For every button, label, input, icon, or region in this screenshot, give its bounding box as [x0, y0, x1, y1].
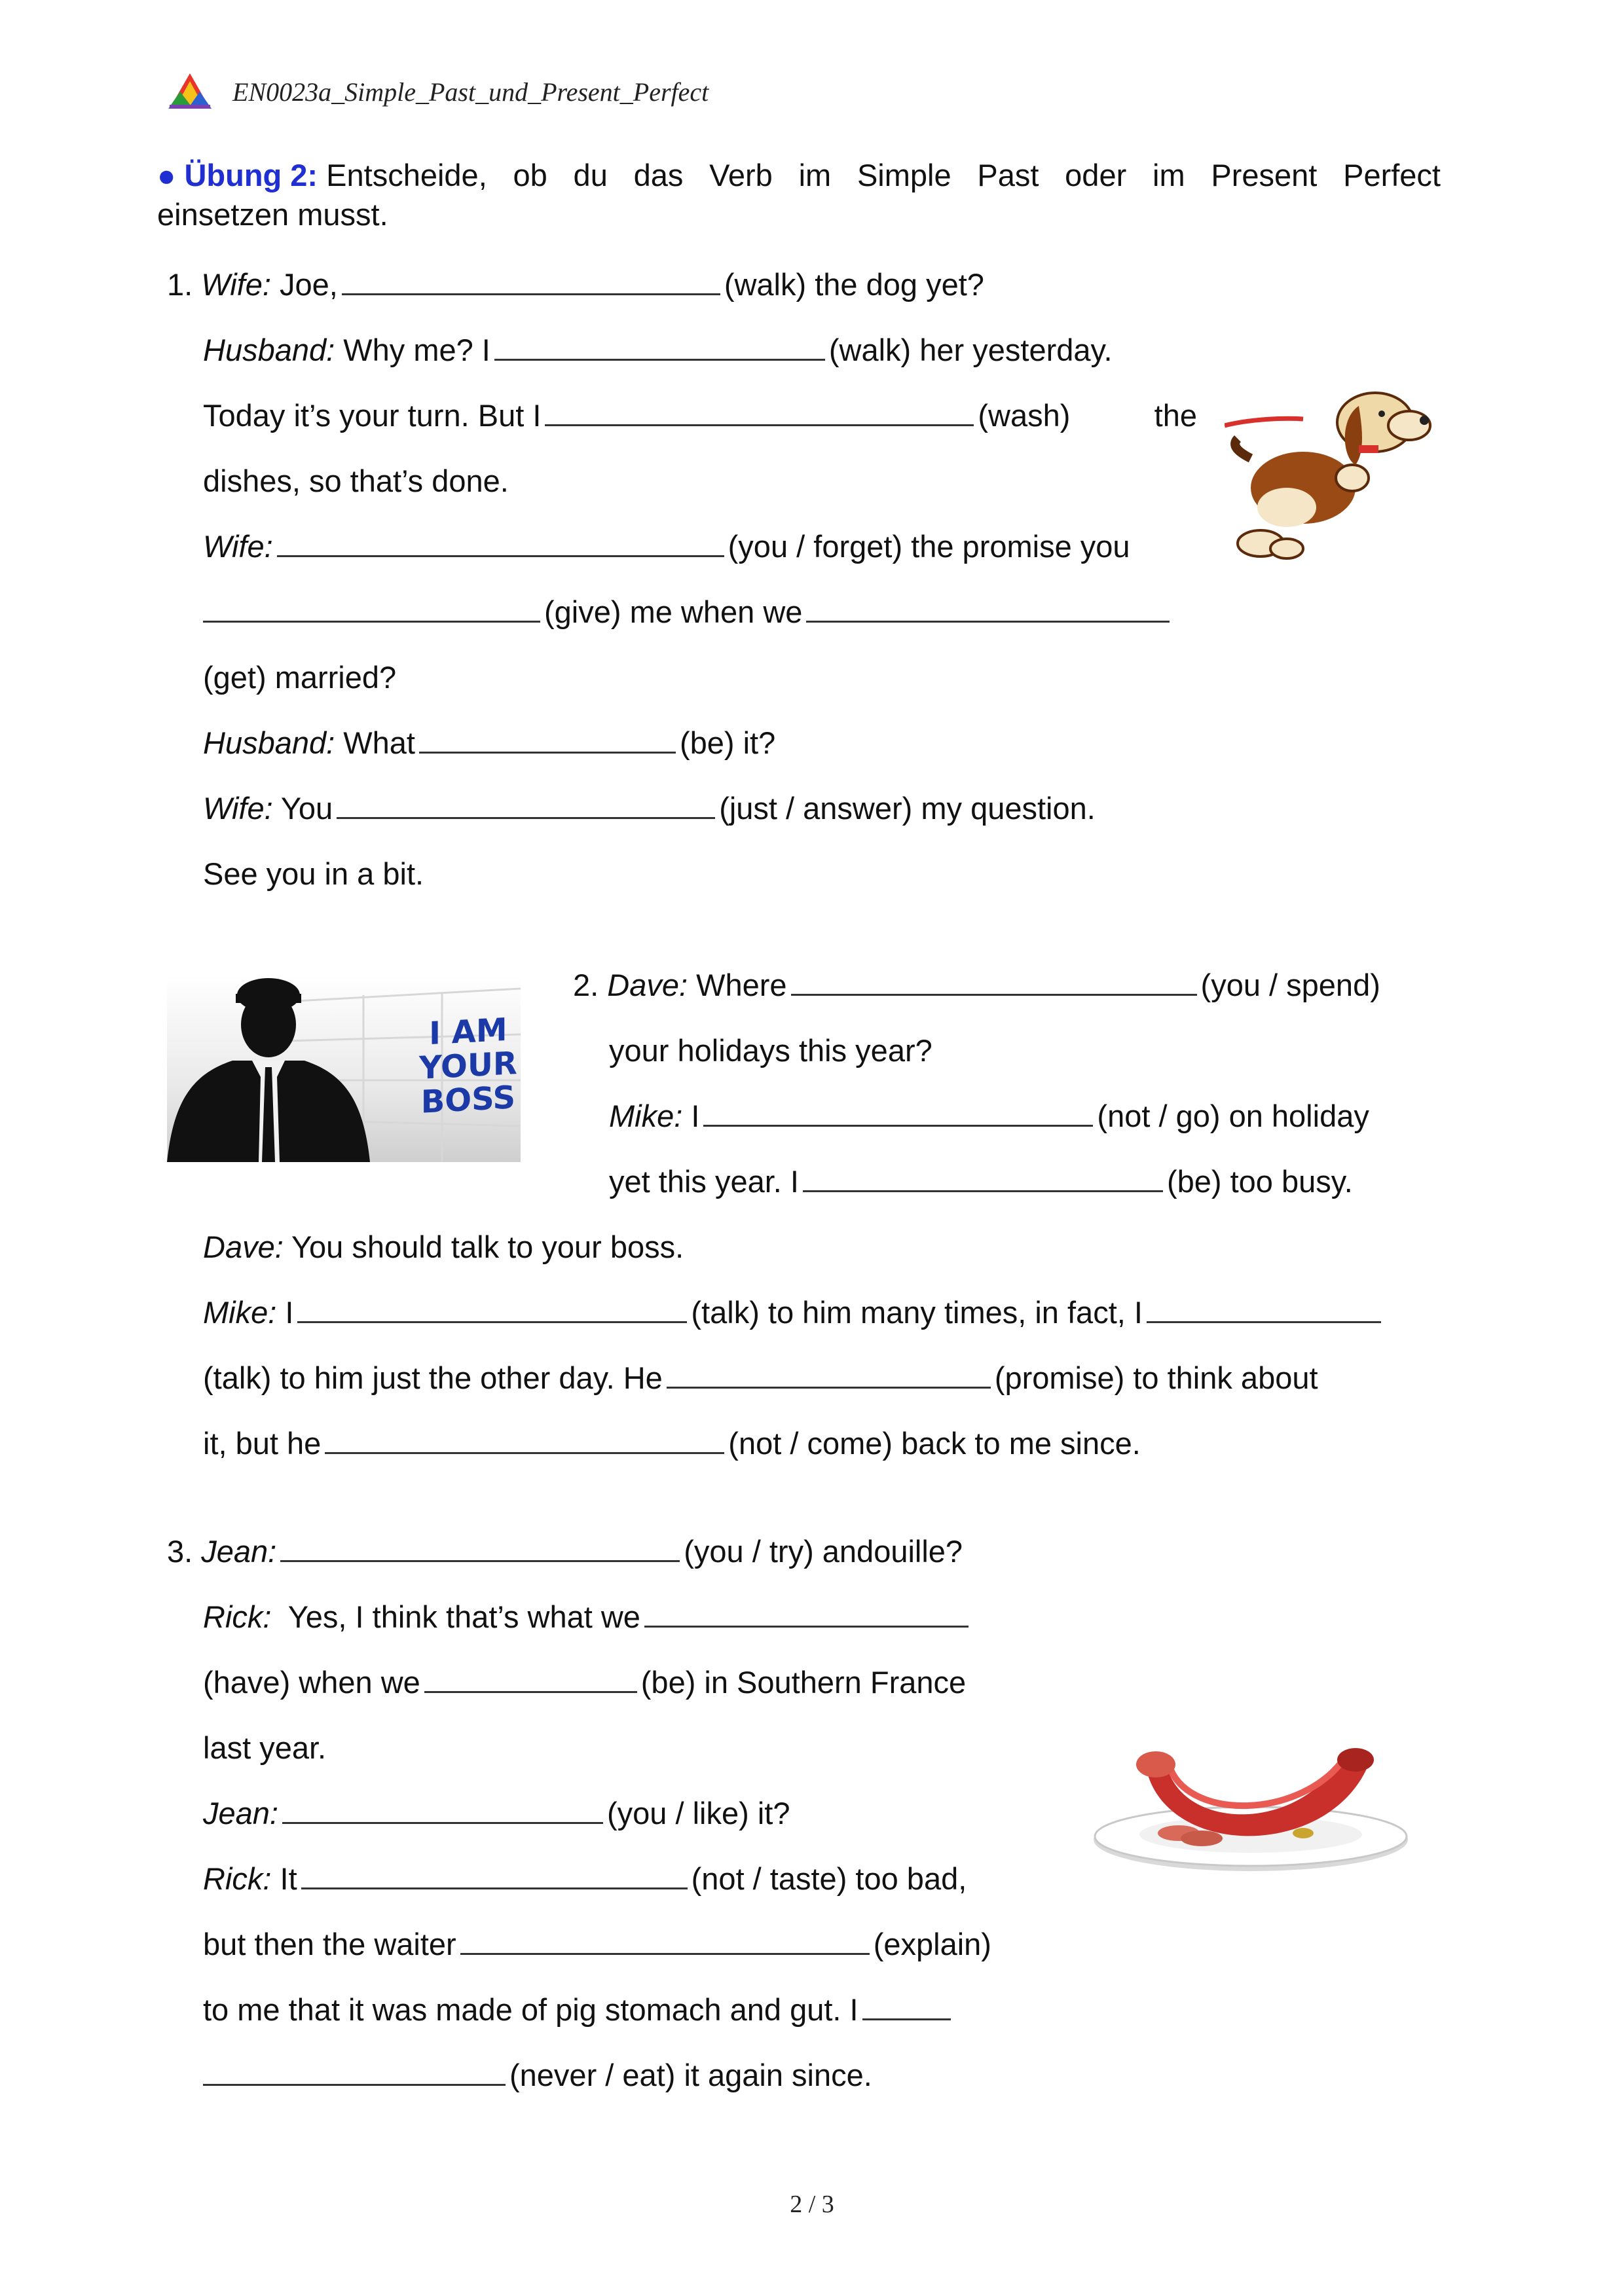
- ex2-line-8: it, but he (not / come) back to me since.: [203, 1426, 1141, 1461]
- speaker-label: Wife:: [203, 791, 273, 826]
- ex2-number: 2.: [573, 968, 599, 1002]
- ex2-line-1: 2. Dave: Where (you / spend): [573, 968, 1380, 1002]
- answer-blank[interactable]: [280, 1534, 680, 1562]
- ex1-line-7: (get) married?: [203, 660, 397, 695]
- sausage-plate-illustration: [1087, 1728, 1414, 1879]
- ex1-line-10: See you in a bit.: [203, 856, 424, 891]
- speaker-label: Mike:: [203, 1295, 277, 1330]
- ex3-line-9: (never / eat) it again since.: [203, 2056, 872, 2095]
- speaker-label: Rick:: [203, 1861, 272, 1896]
- answer-blank[interactable]: [337, 791, 715, 819]
- answer-blank[interactable]: [277, 529, 724, 557]
- ex1-line-8: Husband: What (be) it?: [203, 725, 776, 760]
- bullet: ●: [157, 158, 176, 192]
- ex1-line-1: 1. Wife: Joe, (walk) the dog yet?: [167, 267, 984, 302]
- ex2-line-6: Mike: I (talk) to him many times, in fact, I: [203, 1293, 1385, 1332]
- ex1-line-3: Today it’s your turn. But I (wash) the: [203, 398, 1197, 433]
- speaker-label: Wife:: [203, 529, 273, 564]
- ex2-line-7: (talk) to him just the other day. He (promise) to think about: [203, 1360, 1318, 1395]
- speaker-label: Dave:: [203, 1230, 284, 1264]
- instruction-text-1: Entscheide, ob du das Verb im Simple Past oder im Present Perfect: [326, 158, 1441, 192]
- instruction-line-1: [157, 156, 1441, 195]
- answer-blank[interactable]: [644, 1599, 969, 1628]
- speaker-label: Rick:: [203, 1599, 272, 1634]
- answer-blank[interactable]: [460, 1927, 870, 1955]
- answer-blank[interactable]: [325, 1426, 724, 1454]
- speaker-label: Wife:: [201, 267, 271, 302]
- answer-blank[interactable]: [791, 968, 1197, 996]
- speaker-label: Dave:: [607, 968, 688, 1002]
- ex1-line-4: dishes, so that’s done.: [203, 464, 509, 498]
- exercise-label: Übung 2:: [184, 158, 318, 192]
- answer-blank[interactable]: [203, 594, 540, 623]
- ex1-line-9: Wife: You (just / answer) my question.: [203, 791, 1096, 826]
- page-number: 2 / 3: [790, 2191, 834, 2218]
- ex1-line-2: Husband: Why me? I (walk) her yesterday.: [203, 333, 1113, 367]
- ex3-line-4: last year.: [203, 1730, 327, 1765]
- answer-blank[interactable]: [301, 1861, 688, 1889]
- document-title: EN0023a_Simple_Past_und_Present_Perfect: [232, 77, 709, 107]
- answer-blank[interactable]: [297, 1295, 687, 1323]
- answer-blank[interactable]: [703, 1099, 1093, 1127]
- answer-blank[interactable]: [282, 1796, 603, 1824]
- ex1-number: 1.: [167, 267, 193, 302]
- answer-blank[interactable]: [203, 2058, 506, 2086]
- answer-blank[interactable]: [342, 267, 720, 295]
- logo-icon: [167, 72, 213, 111]
- answer-blank[interactable]: [862, 1992, 951, 2020]
- ex1-line-5: Wife: (you / forget) the promise you: [203, 529, 1130, 564]
- speaker-label: Husband:: [203, 333, 335, 367]
- speaker-label: Mike:: [609, 1099, 683, 1133]
- answer-blank[interactable]: [667, 1360, 991, 1389]
- ex3-line-7: but then the waiter (explain): [203, 1927, 991, 1961]
- ex3-line-5: Jean: (you / like) it?: [203, 1796, 790, 1831]
- answer-blank[interactable]: [1147, 1295, 1381, 1323]
- ex3-number: 3.: [167, 1534, 193, 1569]
- ex3-line-6: Rick: It (not / taste) too bad,: [203, 1861, 967, 1896]
- ex2-line-2: your holidays this year?: [609, 1033, 932, 1068]
- ex3-line-3: (have) when we (be) in Southern France: [203, 1665, 967, 1700]
- ex3-line-2: Rick: Yes, I think that’s what we: [203, 1597, 972, 1637]
- answer-blank[interactable]: [545, 398, 974, 426]
- ex3-line-8: to me that it was made of pig stomach and gut. I: [203, 1990, 955, 2030]
- speaker-label: Husband:: [203, 725, 335, 760]
- dog-illustration: [1225, 380, 1434, 570]
- answer-blank[interactable]: [419, 725, 676, 754]
- ex3-line-1: 3. Jean: (you / try) andouille?: [167, 1534, 963, 1569]
- ex2-line-4: yet this year. I (be) too busy.: [609, 1164, 1353, 1199]
- instruction-line-2: einsetzen musst.: [157, 197, 388, 232]
- answer-blank[interactable]: [424, 1665, 637, 1693]
- boss-sign: I AM YOUR BOSS: [419, 1011, 517, 1121]
- answer-blank[interactable]: [803, 1164, 1163, 1192]
- answer-blank[interactable]: [494, 333, 825, 361]
- answer-blank[interactable]: [806, 594, 1170, 623]
- speaker-label: Jean:: [201, 1534, 277, 1569]
- ex1-line-6: (give) me when we: [203, 592, 1173, 632]
- ex2-line-5: Dave: You should talk to your boss.: [203, 1230, 684, 1264]
- page-header: [167, 72, 709, 111]
- boss-illustration: [167, 975, 521, 1162]
- ex2-line-3: Mike: I (not / go) on holiday: [609, 1099, 1369, 1133]
- speaker-label: Jean:: [203, 1796, 278, 1831]
